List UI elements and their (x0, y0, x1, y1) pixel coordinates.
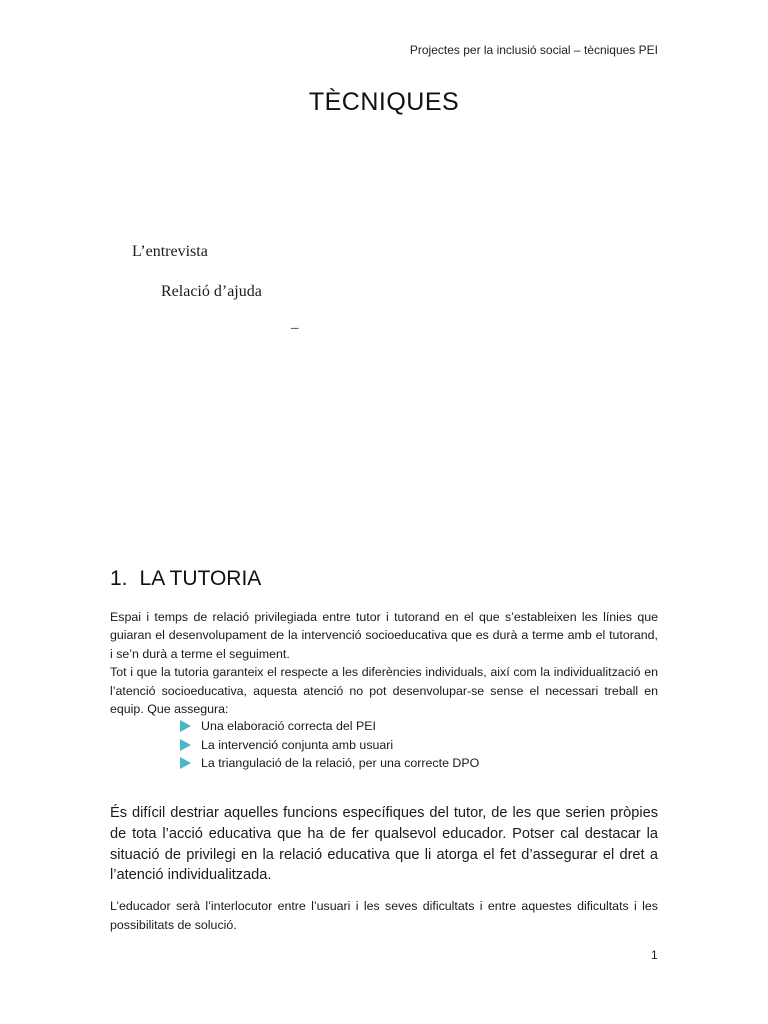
body-paragraph-large: És difícil destriar aquelles funcions específiques del tutor, de les que serien pròpies de tota l’acció educativa que ha de fer qualsevol educador. Potser cal destacar la situació de privilegi en la relació educativa que li atorga el fet d’assegurar el dret a l’atenció individualitzada. (110, 805, 658, 884)
list-item-text: La intervenció conjunta amb usuari (201, 737, 394, 752)
page-number: 1 (651, 948, 658, 962)
section-number: 1. (110, 567, 128, 590)
body-paragraph: L’educador serà l’interlocutor entre l’usuari i les seves dificultats i entre aquestes dificultats i les possibilitats de solució. (110, 899, 658, 932)
list-item (180, 754, 479, 773)
list-item (180, 717, 479, 736)
section-title: LA TUTORIA (139, 567, 262, 590)
running-header: Projectes per la inclusió social – tècniques PEI (409, 43, 658, 57)
bullet-list (180, 717, 479, 773)
triangle-right-icon (180, 720, 191, 732)
toc-dash: – (291, 320, 299, 336)
page-title: TÈCNIQUES (308, 88, 460, 116)
toc-item-relacio-ajuda: Relació d’ajuda (161, 283, 262, 300)
toc-item-entrevista: L’entrevista (132, 243, 208, 260)
list-item-text: Una elaboració correcta del PEI (201, 719, 376, 733)
list-item-text: La triangulació de la relació, per una correcte DPO (201, 756, 480, 770)
intro-paragraph: Tot i que la tutoria garanteix el respecte a les diferències individuals, així com la individualització en l’atenció socioeducativa, aquesta atenció no pot desenvolupar-se sense el necessari treball en equip. Que assegura: (110, 665, 658, 717)
intro-paragraph: Espai i temps de relació privilegiada entre tutor i tutorand en el que s’estableixen les línies que guiaran el desenvolupament de la intervenció socioeducativa que es durà a terme amb el tutorand, i se’n durà a terme el seguiment. (110, 610, 658, 661)
section-intro (110, 608, 658, 718)
list-item (180, 736, 479, 755)
section-heading (110, 567, 261, 591)
triangle-right-icon (180, 757, 191, 769)
triangle-right-icon (180, 739, 191, 751)
